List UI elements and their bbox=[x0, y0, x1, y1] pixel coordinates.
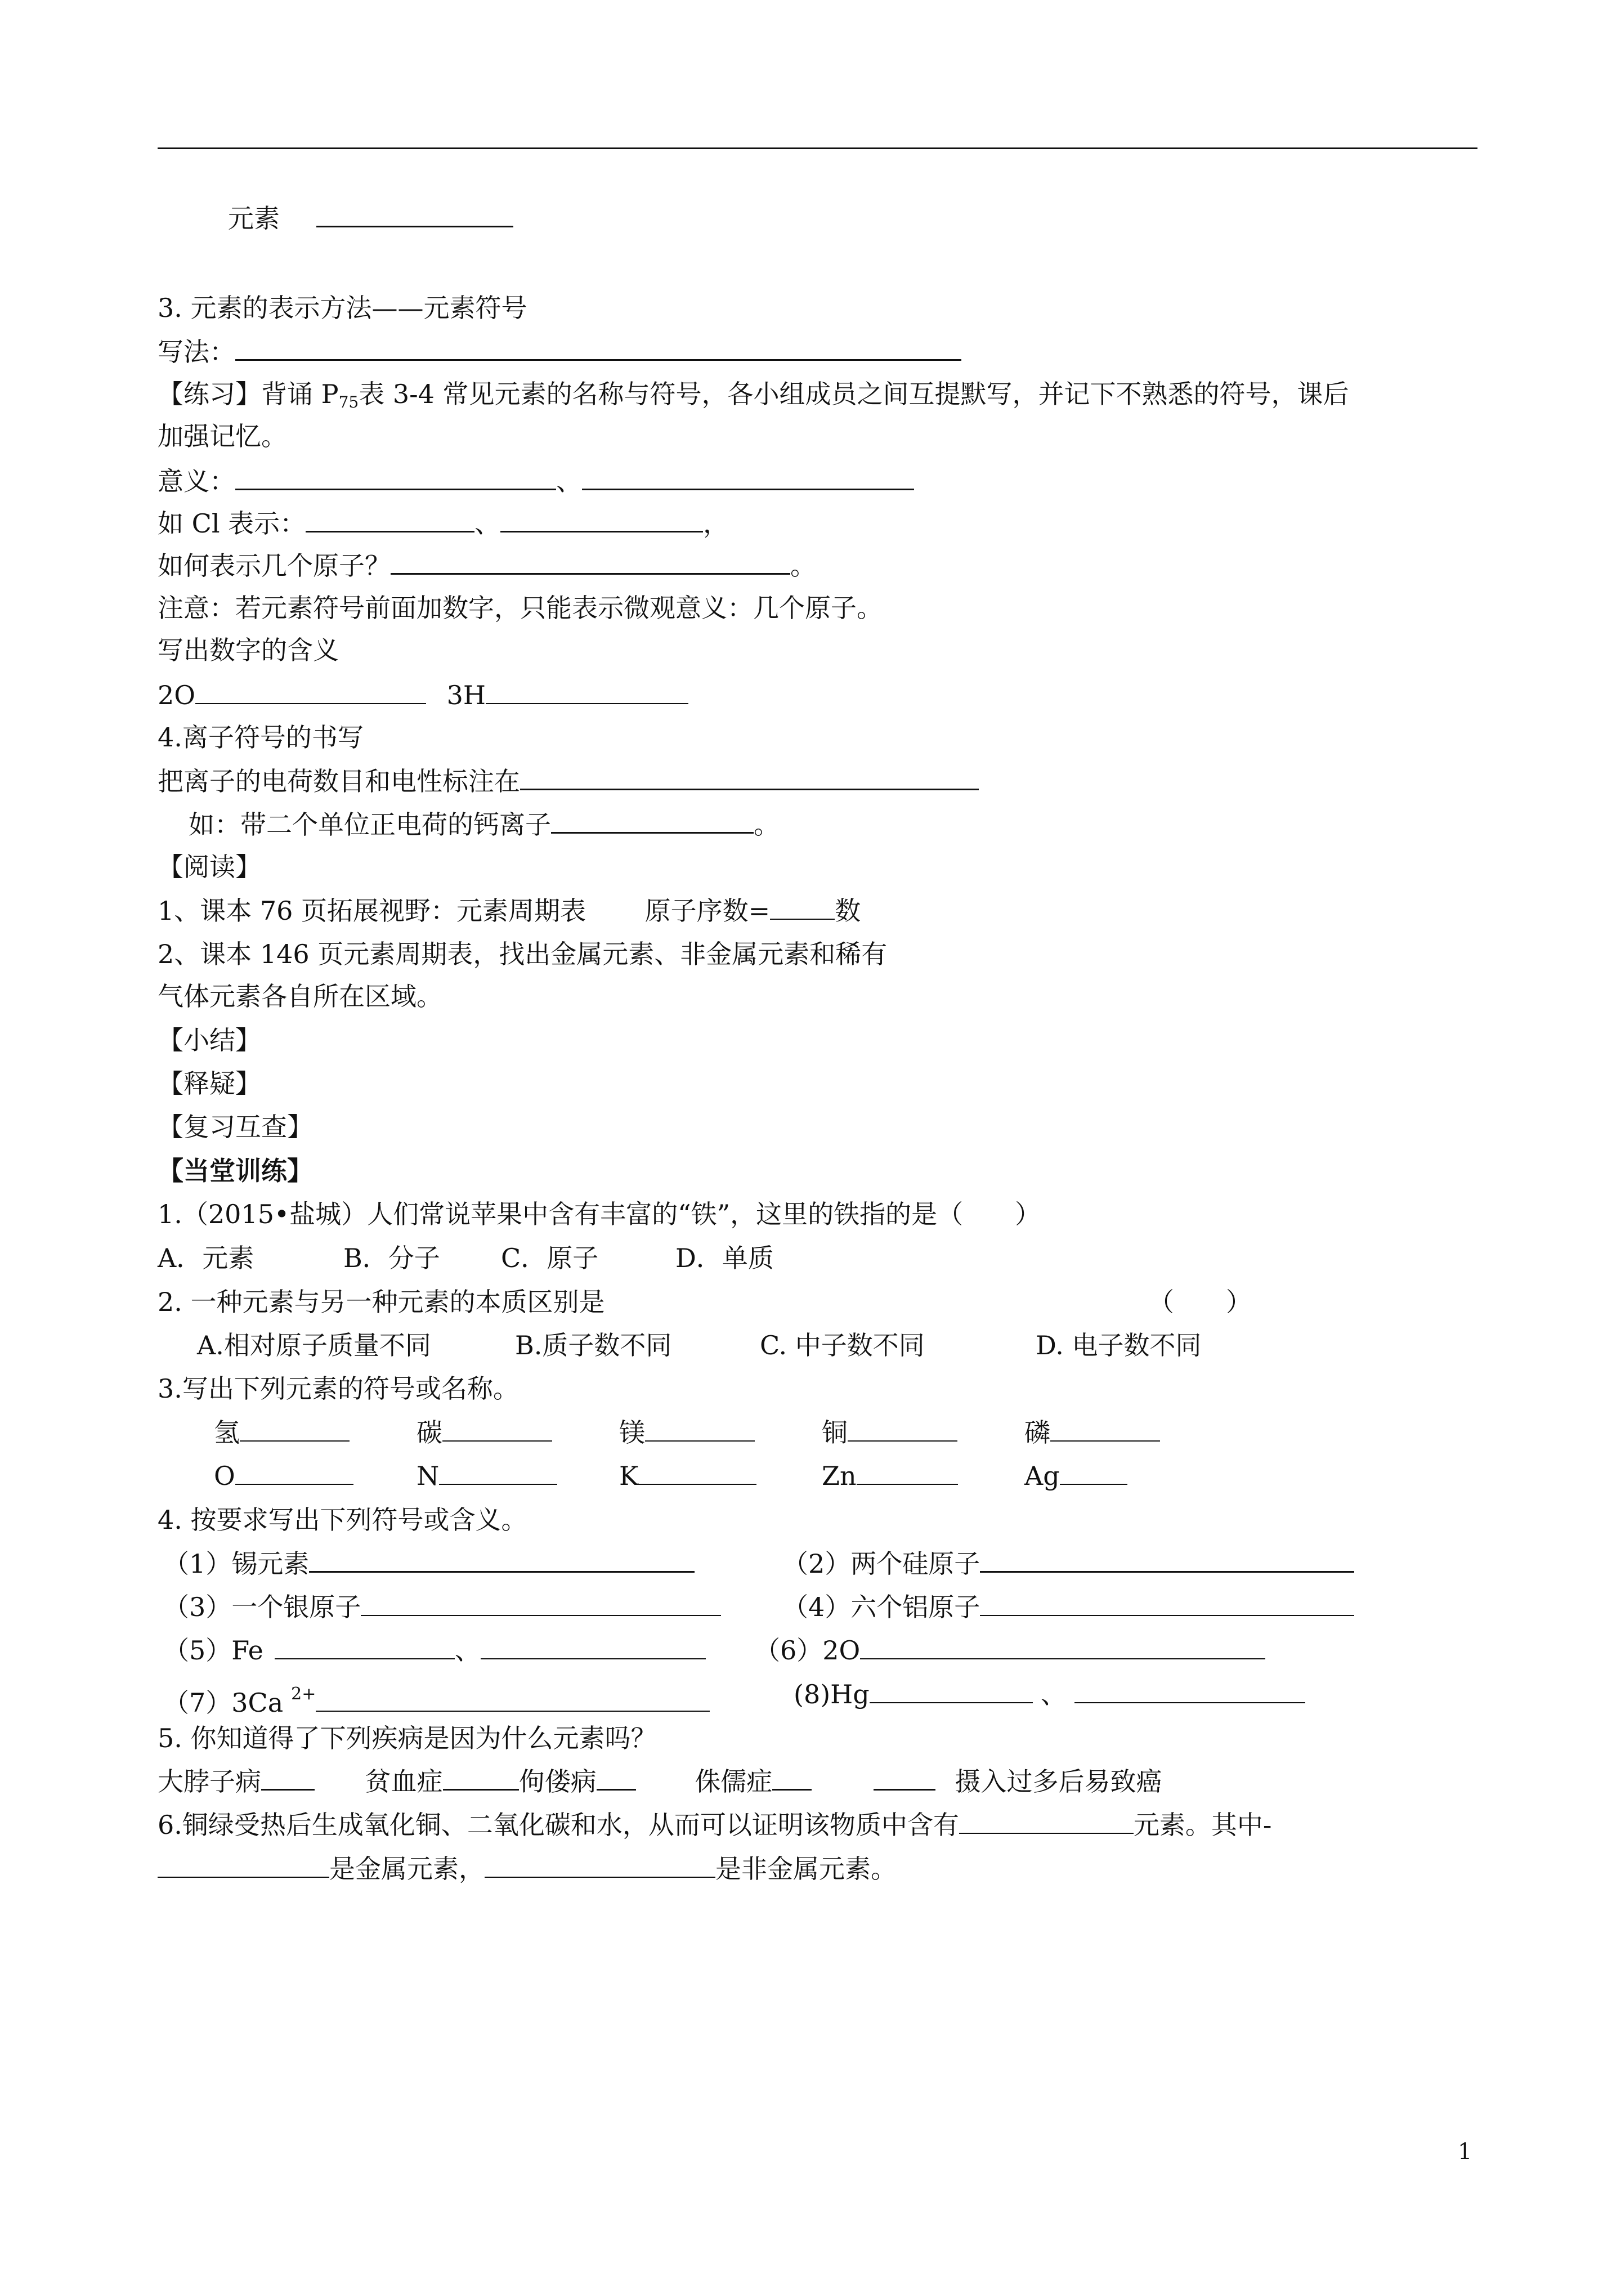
reading-item2a: 2、课本 146 页元素周期表，找出金属元素、非金属元素和稀有 bbox=[158, 939, 888, 969]
q4-label: (8)Hg bbox=[794, 1679, 870, 1709]
blank[interactable] bbox=[772, 1765, 812, 1791]
blank[interactable] bbox=[485, 1853, 715, 1878]
blank[interactable] bbox=[1074, 1679, 1305, 1703]
disease: 摄入过多后易致癌 bbox=[955, 1766, 1162, 1797]
blank[interactable] bbox=[582, 465, 914, 490]
blank[interactable] bbox=[1050, 1417, 1160, 1442]
section-xiaojie: 【小结】 bbox=[158, 1025, 261, 1055]
q5-diseases bbox=[158, 1765, 1162, 1798]
q3-label: 磷 bbox=[1024, 1417, 1050, 1448]
q4-item1 bbox=[163, 1547, 695, 1581]
q3-r2-c2 bbox=[417, 1459, 557, 1493]
q2-option-a[interactable]: A.相对原子质量不同 bbox=[197, 1330, 431, 1360]
blank[interactable] bbox=[870, 1679, 1033, 1703]
blank[interactable] bbox=[442, 1417, 552, 1442]
blank[interactable] bbox=[638, 1460, 756, 1485]
q4-item6 bbox=[754, 1633, 1265, 1667]
blank[interactable] bbox=[309, 1547, 695, 1573]
blank[interactable] bbox=[857, 1460, 958, 1485]
s4-example-line bbox=[189, 808, 780, 842]
q3-label: 镁 bbox=[619, 1417, 645, 1448]
q4-item3 bbox=[163, 1590, 721, 1624]
q3-r1-c1 bbox=[214, 1416, 350, 1449]
blank[interactable] bbox=[235, 335, 961, 361]
lianxi-b: 表 3-4 常见元素的名称与符号，各小组成员之间互提默写，并记下不熟悉的符号，课后 bbox=[359, 379, 1349, 409]
cl-label: 如 Cl 表示： bbox=[158, 508, 306, 539]
q6-line2 bbox=[158, 1852, 897, 1886]
q6-a: 6.铜绿受热后生成氧化铜、二氧化碳和水，从而可以证明该物质中含有 bbox=[158, 1810, 959, 1840]
blank[interactable] bbox=[361, 1591, 721, 1616]
disease: 贫血症 bbox=[365, 1766, 443, 1797]
s3-title: 3. 元素的表示方法——元素符号 bbox=[158, 293, 527, 323]
blank[interactable] bbox=[316, 1687, 710, 1712]
q2-paren[interactable]: （ ） bbox=[1148, 1287, 1252, 1317]
q4-label: （4）六个铝原子 bbox=[782, 1592, 980, 1622]
dun: 、 bbox=[1040, 1679, 1067, 1709]
reading-head: 【阅读】 bbox=[158, 852, 261, 882]
q4-sup: 2+ bbox=[291, 1684, 316, 1704]
reading-item2b: 气体元素各自所在区域。 bbox=[158, 981, 442, 1012]
q1-stem: 1.（2015•盐城）人们常说苹果中含有丰富的“铁”，这里的铁指的是（ ） bbox=[158, 1199, 1041, 1229]
q4-label: （5）Fe bbox=[163, 1635, 263, 1666]
blank[interactable] bbox=[439, 1460, 557, 1485]
blank[interactable] bbox=[874, 1765, 935, 1791]
q4-stem: 4. 按要求写出下列符号或含义。 bbox=[158, 1505, 527, 1535]
dun: 、 bbox=[454, 1635, 481, 1666]
q3-label: O bbox=[214, 1461, 235, 1491]
blank[interactable] bbox=[860, 1635, 1265, 1659]
blank[interactable] bbox=[275, 1635, 455, 1659]
q2-stem: 2. 一种元素与另一种元素的本质区别是 bbox=[158, 1287, 605, 1317]
q3-r1-c5 bbox=[1024, 1416, 1160, 1449]
xiefa-label: 写法： bbox=[158, 337, 235, 367]
s4-example: 如：带二个单位正电荷的钙离子 bbox=[189, 809, 551, 840]
section-fuxi: 【复习互查】 bbox=[158, 1112, 313, 1142]
q3-label: N bbox=[417, 1461, 440, 1491]
reading-1c: 数 bbox=[835, 896, 861, 926]
blank[interactable] bbox=[848, 1417, 957, 1442]
blank[interactable] bbox=[235, 1460, 353, 1485]
comma: ， bbox=[703, 508, 729, 539]
ex-3h: 3H bbox=[446, 680, 486, 710]
q4-item5 bbox=[163, 1633, 706, 1667]
q4-item4 bbox=[782, 1590, 1354, 1624]
blank[interactable] bbox=[959, 1809, 1134, 1834]
page-number: 1 bbox=[1458, 2139, 1472, 2165]
s3-lianxi-line bbox=[158, 377, 1349, 419]
blank[interactable] bbox=[443, 1765, 519, 1791]
s3-atoms-line bbox=[158, 549, 816, 583]
s3-yiyi-line bbox=[158, 464, 914, 498]
q1-option-a[interactable]: A．元素 bbox=[158, 1243, 254, 1273]
s3-examples bbox=[158, 678, 688, 712]
yiyi-label: 意义： bbox=[158, 466, 235, 496]
blank[interactable] bbox=[520, 765, 979, 790]
q4-label: （2）两个硅原子 bbox=[782, 1548, 980, 1579]
q5-stem: 5. 你知道得了下列疾病是因为什么元素吗？ bbox=[158, 1723, 657, 1753]
q4-label: （3）一个银原子 bbox=[163, 1592, 361, 1622]
blank[interactable] bbox=[645, 1417, 755, 1442]
q3-r2-c4 bbox=[822, 1459, 958, 1493]
blank[interactable] bbox=[158, 1853, 329, 1878]
q1-option-d[interactable]: D．单质 bbox=[675, 1243, 774, 1273]
q3-label: Ag bbox=[1024, 1461, 1060, 1491]
yuansu-label: 元素 bbox=[228, 203, 280, 234]
s3-digits: 写出数字的含义 bbox=[158, 635, 339, 665]
q4-label: （6）2O bbox=[754, 1635, 861, 1666]
period: 。 bbox=[754, 809, 780, 840]
section-shiyi: 【释疑】 bbox=[158, 1068, 261, 1099]
blank[interactable] bbox=[316, 202, 513, 227]
ex-2o: 2O bbox=[158, 680, 195, 710]
q3-label: 氢 bbox=[214, 1417, 240, 1448]
q2-option-d[interactable]: D. 电子数不同 bbox=[1036, 1330, 1202, 1360]
blank[interactable] bbox=[486, 679, 688, 704]
blank[interactable] bbox=[551, 808, 754, 834]
q4-label: （1）锡元素 bbox=[163, 1548, 310, 1579]
q4-label: （7）3Ca bbox=[163, 1688, 284, 1718]
period: 。 bbox=[790, 550, 816, 581]
disease: 侏儒症 bbox=[695, 1766, 773, 1797]
q3-r2-c1 bbox=[214, 1459, 353, 1493]
q4-item7 bbox=[163, 1677, 710, 1720]
s4-rule-line bbox=[158, 764, 979, 798]
header-rule bbox=[158, 147, 1477, 149]
yuansu-line bbox=[228, 202, 513, 235]
q4-item2 bbox=[782, 1547, 1354, 1581]
q3-r1-c2 bbox=[417, 1416, 552, 1449]
blank[interactable] bbox=[500, 507, 703, 532]
q6-line1 bbox=[158, 1808, 1271, 1842]
q6-d: 是非金属元素。 bbox=[715, 1854, 897, 1884]
q6-c: 是金属元素， bbox=[329, 1854, 485, 1884]
lianxi-a: 【练习】背诵 P bbox=[158, 379, 339, 409]
q1-option-b[interactable]: B．分子 bbox=[343, 1243, 440, 1273]
lianxi-sub: 75 bbox=[338, 393, 359, 411]
q3-label: 碳 bbox=[417, 1417, 442, 1448]
s4-title: 4.离子符号的书写 bbox=[158, 722, 364, 753]
reading-1b: 原子序数= bbox=[644, 896, 771, 926]
blank[interactable] bbox=[391, 549, 790, 575]
q3-r1-c3 bbox=[619, 1416, 755, 1449]
blank[interactable] bbox=[261, 1765, 315, 1791]
disease: 大脖子病 bbox=[158, 1766, 261, 1797]
blank[interactable] bbox=[980, 1591, 1354, 1616]
reading-item1 bbox=[158, 894, 861, 928]
q4-item8 bbox=[794, 1677, 1305, 1711]
section-dangtang: 【当堂训练】 bbox=[158, 1156, 313, 1186]
blank[interactable] bbox=[481, 1635, 706, 1659]
q3-r2-c5 bbox=[1024, 1459, 1127, 1493]
q3-label: K bbox=[619, 1461, 639, 1491]
blank[interactable] bbox=[235, 465, 556, 490]
q3-r1-c4 bbox=[822, 1416, 957, 1449]
q3-stem: 3.写出下列元素的符号或名称。 bbox=[158, 1373, 519, 1404]
s3-xiefa-line bbox=[158, 335, 961, 369]
q6-b: 元素。其中- bbox=[1133, 1810, 1272, 1840]
q3-label: 铜 bbox=[822, 1417, 848, 1448]
q3-r2-c3 bbox=[619, 1459, 756, 1493]
blank[interactable] bbox=[980, 1547, 1354, 1573]
blank[interactable] bbox=[1060, 1460, 1127, 1485]
s4-rule: 把离子的电荷数目和电性标注在 bbox=[158, 766, 520, 796]
blank[interactable] bbox=[240, 1417, 350, 1442]
blank[interactable] bbox=[597, 1765, 636, 1791]
atoms-q: 如何表示几个原子？ bbox=[158, 550, 391, 581]
q2-option-b[interactable]: B.质子数不同 bbox=[515, 1330, 672, 1360]
disease: 佝偻病 bbox=[518, 1766, 597, 1797]
blank[interactable] bbox=[770, 895, 835, 920]
s3-note: 注意：若元素符号前面加数字，只能表示微观意义：几个原子。 bbox=[158, 593, 883, 623]
blank[interactable] bbox=[306, 507, 474, 532]
blank[interactable] bbox=[195, 679, 426, 704]
q1-option-c[interactable]: C．原子 bbox=[501, 1243, 599, 1273]
q3-label: Zn bbox=[822, 1461, 857, 1491]
reading-1a: 1、课本 76 页拓展视野：元素周期表 bbox=[158, 896, 586, 926]
s3-cl-line bbox=[158, 507, 729, 540]
s3-lianxi-c: 加强记忆。 bbox=[158, 421, 287, 451]
q2-option-c[interactable]: C. 中子数不同 bbox=[760, 1330, 925, 1360]
dun: 、 bbox=[556, 466, 582, 496]
dun: 、 bbox=[474, 508, 501, 539]
